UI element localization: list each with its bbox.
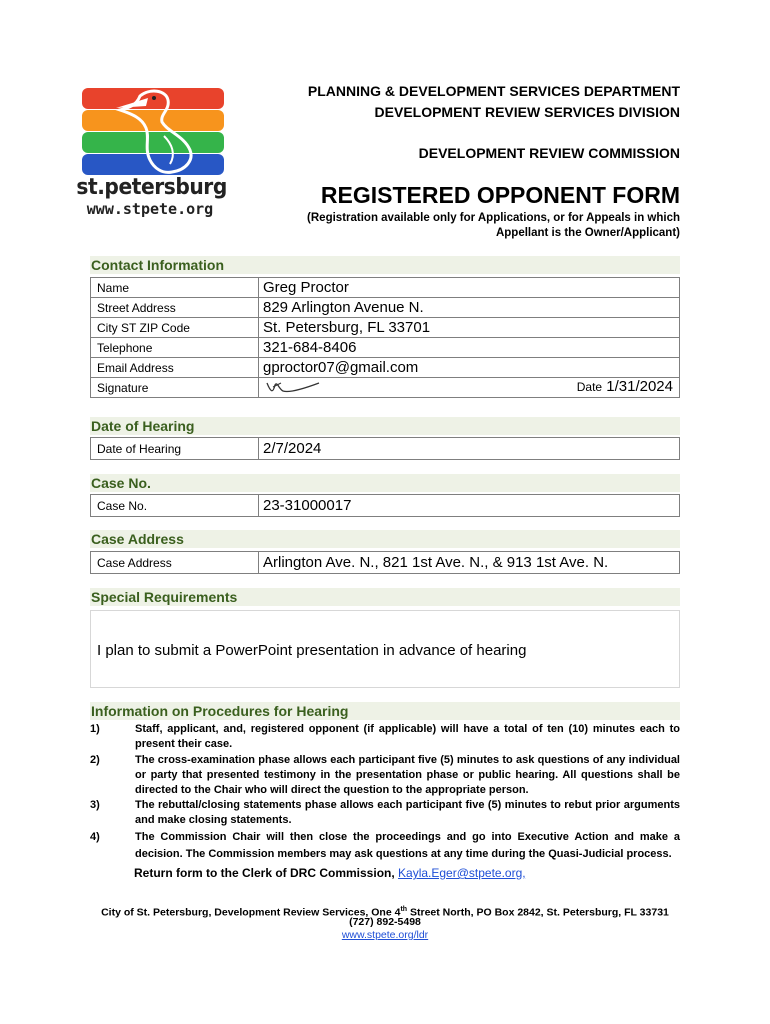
case-address-field[interactable]: Arlington Ave. N., 821 1st Ave. N., & 913 1st Ave. N. xyxy=(259,552,680,574)
procedure-text: The Commission Chair will then close the proceedings and go into Executive Action and make a decision. The Commission members may ask questions at any time during the Quasi-Judicial process. xyxy=(135,831,680,860)
email-label: Email Address xyxy=(91,358,259,378)
contact-row-street xyxy=(91,298,680,318)
commission-title: DEVELOPMENT REVIEW COMMISSION xyxy=(418,145,680,161)
pelican-icon xyxy=(110,88,200,175)
procedure-number: 2) xyxy=(90,754,100,766)
footer-link-row xyxy=(90,929,680,942)
case-no-row xyxy=(91,495,680,517)
section-hearing-heading: Date of Hearing xyxy=(90,417,680,435)
procedure-text: Staff, applicant, and, registered opponent (if applicable) will have a total of ten (10) minutes each to present their case. xyxy=(135,723,680,750)
email-field[interactable]: gproctor07@gmail.com xyxy=(259,358,680,378)
signature-image xyxy=(263,379,323,397)
case-no-table xyxy=(90,494,680,517)
logo-name: st.petersburg xyxy=(76,175,227,200)
case-address-row xyxy=(91,552,680,574)
procedure-item xyxy=(90,829,680,863)
hearing-label: Date of Hearing xyxy=(91,438,259,460)
form-title: REGISTERED OPPONENT FORM xyxy=(320,182,680,208)
procedure-number: 1) xyxy=(90,723,100,735)
contact-row-phone xyxy=(91,338,680,358)
clerk-email-link[interactable]: Kayla.Eger@stpete.org, xyxy=(398,866,526,880)
hearing-date-field[interactable]: 2/7/2024 xyxy=(259,438,680,460)
case-address-table xyxy=(90,551,680,574)
division-title: DEVELOPMENT REVIEW SERVICES DIVISION xyxy=(374,104,680,120)
hearing-row xyxy=(91,438,680,460)
contact-table xyxy=(90,277,680,398)
case-no-field[interactable]: 23-31000017 xyxy=(259,495,680,517)
procedure-number: 3) xyxy=(90,799,100,811)
signature-field[interactable] xyxy=(259,378,680,398)
name-field[interactable]: Greg Proctor xyxy=(259,278,680,298)
procedure-item xyxy=(90,798,680,828)
logo-url: www.stpete.org xyxy=(86,200,214,218)
footer-address-sup: th xyxy=(400,906,408,913)
procedure-item xyxy=(90,753,680,798)
return-text: Return form to the Clerk of DRC Commission, xyxy=(134,866,395,880)
street-label: Street Address xyxy=(91,298,259,318)
section-case-no-heading: Case No. xyxy=(90,474,680,492)
section-case-address-heading: Case Address xyxy=(90,530,680,548)
footer-address-post: Street North, PO Box 2842, St. Petersburg, FL 33731 xyxy=(407,906,669,919)
return-instructions xyxy=(134,866,526,880)
contact-row-city xyxy=(91,318,680,338)
procedure-text: The rebuttal/closing statements phase allows each participant five (5) minutes to rebut prior arguments and make closing statements. xyxy=(135,799,680,826)
form-subtitle xyxy=(250,211,680,241)
procedure-text: The cross-examination phase allows each participant five (5) minutes to ask questions of any individual or party that presented testimony in the presentation phase or public hearing. All questions shall be directed to the Chair who will direct the question to the appropriate person. xyxy=(135,754,680,796)
form-subtitle-line1: (Registration available only for Applications, or for Appeals in which xyxy=(307,212,680,224)
date-field[interactable]: 1/31/2024 xyxy=(606,378,673,396)
form-subtitle-line2: Appellant is the Owner/Applicant) xyxy=(495,227,680,239)
contact-row-signature xyxy=(91,378,680,398)
case-address-label: Case Address xyxy=(91,552,259,574)
hearing-table xyxy=(90,437,680,460)
procedure-item xyxy=(90,722,680,752)
signature-label: Signature xyxy=(91,378,259,398)
special-requirements-text: I plan to submit a PowerPoint presentation in advance of hearing xyxy=(97,642,527,659)
street-field[interactable]: 829 Arlington Avenue N. xyxy=(259,298,680,318)
city-logo xyxy=(70,88,230,223)
footer-website-link[interactable]: www.stpete.org/ldr xyxy=(341,929,429,941)
procedure-number: 4) xyxy=(90,831,100,843)
section-procedures-heading: Information on Procedures for Hearing xyxy=(90,702,680,720)
phone-label: Telephone xyxy=(91,338,259,358)
section-contact-heading: Contact Information xyxy=(90,256,680,274)
phone-field[interactable]: 321-684-8406 xyxy=(259,338,680,358)
section-special-heading: Special Requirements xyxy=(90,588,680,606)
footer-phone: (727) 892-5498 xyxy=(349,916,421,928)
special-requirements-field[interactable] xyxy=(90,610,680,688)
contact-row-name xyxy=(91,278,680,298)
name-label: Name xyxy=(91,278,259,298)
department-title: PLANNING & DEVELOPMENT SERVICES DEPARTMENT xyxy=(307,83,680,99)
footer-address-pre: City of St. Petersburg, Development Review Services, One 4 xyxy=(101,906,401,919)
city-field[interactable]: St. Petersburg, FL 33701 xyxy=(259,318,680,338)
signature-date xyxy=(577,378,673,395)
case-no-label: Case No. xyxy=(91,495,259,517)
city-label: City ST ZIP Code xyxy=(91,318,259,338)
date-label: Date xyxy=(576,380,603,395)
contact-row-email xyxy=(91,358,680,378)
